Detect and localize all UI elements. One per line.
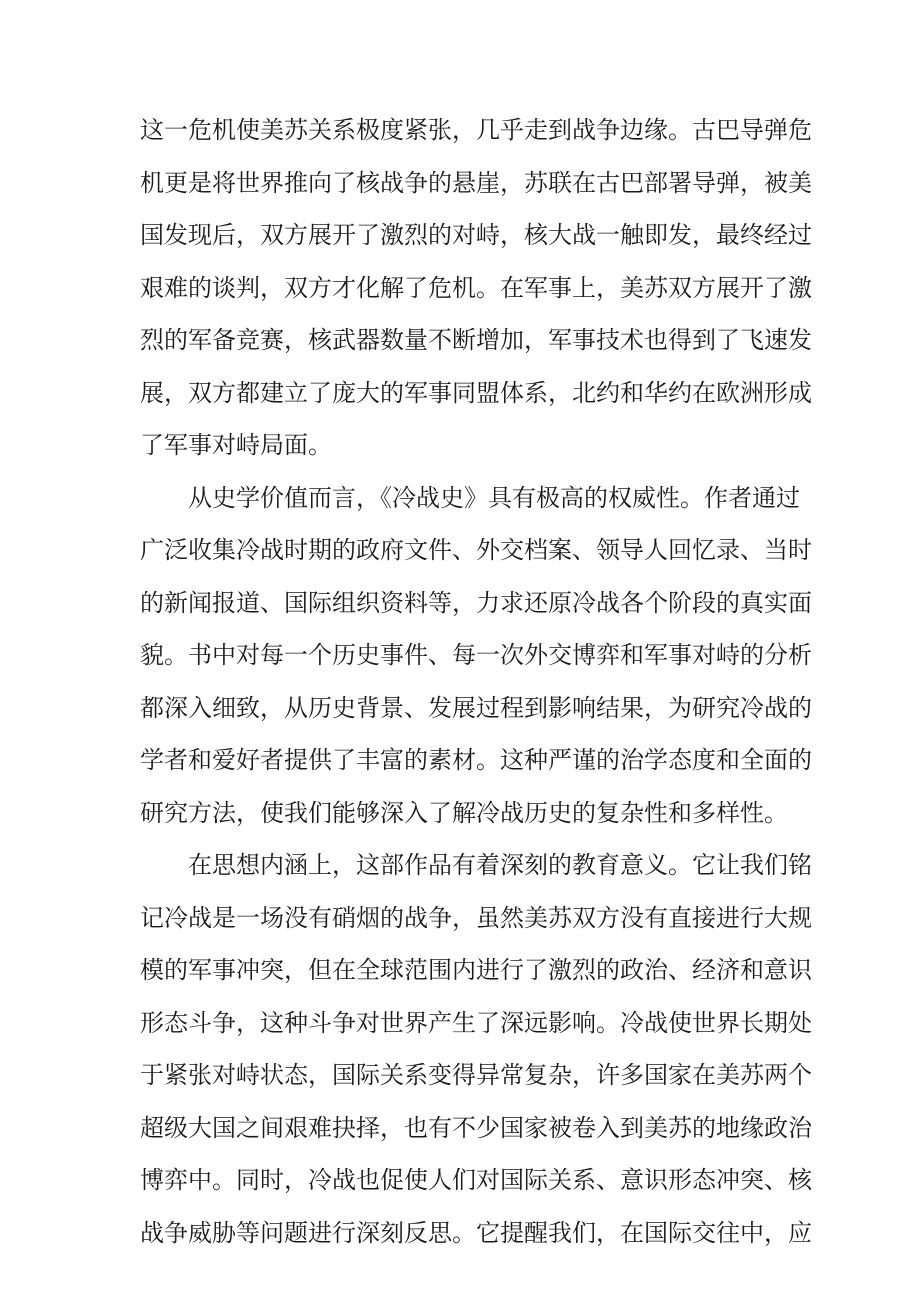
text-line: 机更是将世界推向了核战争的悬崖，苏联在古巴部署导弹，被美 xyxy=(140,168,812,197)
body-text xyxy=(140,104,812,1259)
text-line: 模的军事冲突，但在全球范围内进行了激烈的政治、经济和意识 xyxy=(140,956,812,984)
text-line: 博弈中。同时，冷战也促使人们对国际关系、意识形态冲突、核 xyxy=(140,1166,812,1194)
text-line: 形态斗争，这种斗争对世界产生了深远影响。冷战使世界长期处 xyxy=(140,1008,812,1037)
text-line: 的新闻报道、国际组织资料等，力求还原冷战各个阶段的真实面 xyxy=(140,588,812,617)
text-line: 都深入细致，从历史背景、发展过程到影响结果，为研究冷战的 xyxy=(140,693,812,722)
text-line: 了军事对峙局面。 xyxy=(140,431,332,459)
text-line: 战争威胁等问题进行深刻反思。它提醒我们，在国际交往中，应 xyxy=(140,1218,812,1247)
text-line: 广泛收集冷战时期的政府文件、外交档案、领导人回忆录、当时 xyxy=(140,536,812,564)
text-line: 研究方法，使我们能够深入了解冷战历史的复杂性和多样性。 xyxy=(140,798,788,827)
text-line: 貌。书中对每一个历史事件、每一次外交博弈和军事对峙的分析 xyxy=(140,641,812,669)
text-line: 国发现后，双方展开了激烈的对峙，核大战一触即发，最终经过 xyxy=(140,221,812,249)
paragraph xyxy=(140,839,812,1259)
paragraph xyxy=(140,104,812,472)
text-line: 艰难的谈判，双方才化解了危机。在军事上，美苏双方展开了激 xyxy=(140,273,812,302)
text-line: 学者和爱好者提供了丰富的素材。这种严谨的治学态度和全面的 xyxy=(140,746,812,774)
paragraph xyxy=(140,472,812,840)
text-line: 在思想内涵上，这部作品有着深刻的教育意义。它让我们铭 xyxy=(188,851,812,879)
text-line: 于紧张对峙状态，国际关系变得异常复杂，许多国家在美苏两个 xyxy=(140,1061,812,1089)
text-line: 烈的军备竞赛，核武器数量不断增加，军事技术也得到了飞速发 xyxy=(140,326,812,354)
text-line: 从史学价值而言，《冷战史》具有极高的权威性。作者通过 xyxy=(188,483,800,512)
text-line: 超级大国之间艰难抉择，也有不少国家被卷入到美苏的地缘政治 xyxy=(140,1113,812,1142)
text-line: 记冷战是一场没有硝烟的战争，虽然美苏双方没有直接进行大规 xyxy=(140,903,812,932)
text-line: 这一危机使美苏关系极度紧张，几乎走到战争边缘。古巴导弹危 xyxy=(140,116,812,144)
text-line: 展，双方都建立了庞大的军事同盟体系，北约和华约在欧洲形成 xyxy=(140,378,812,407)
